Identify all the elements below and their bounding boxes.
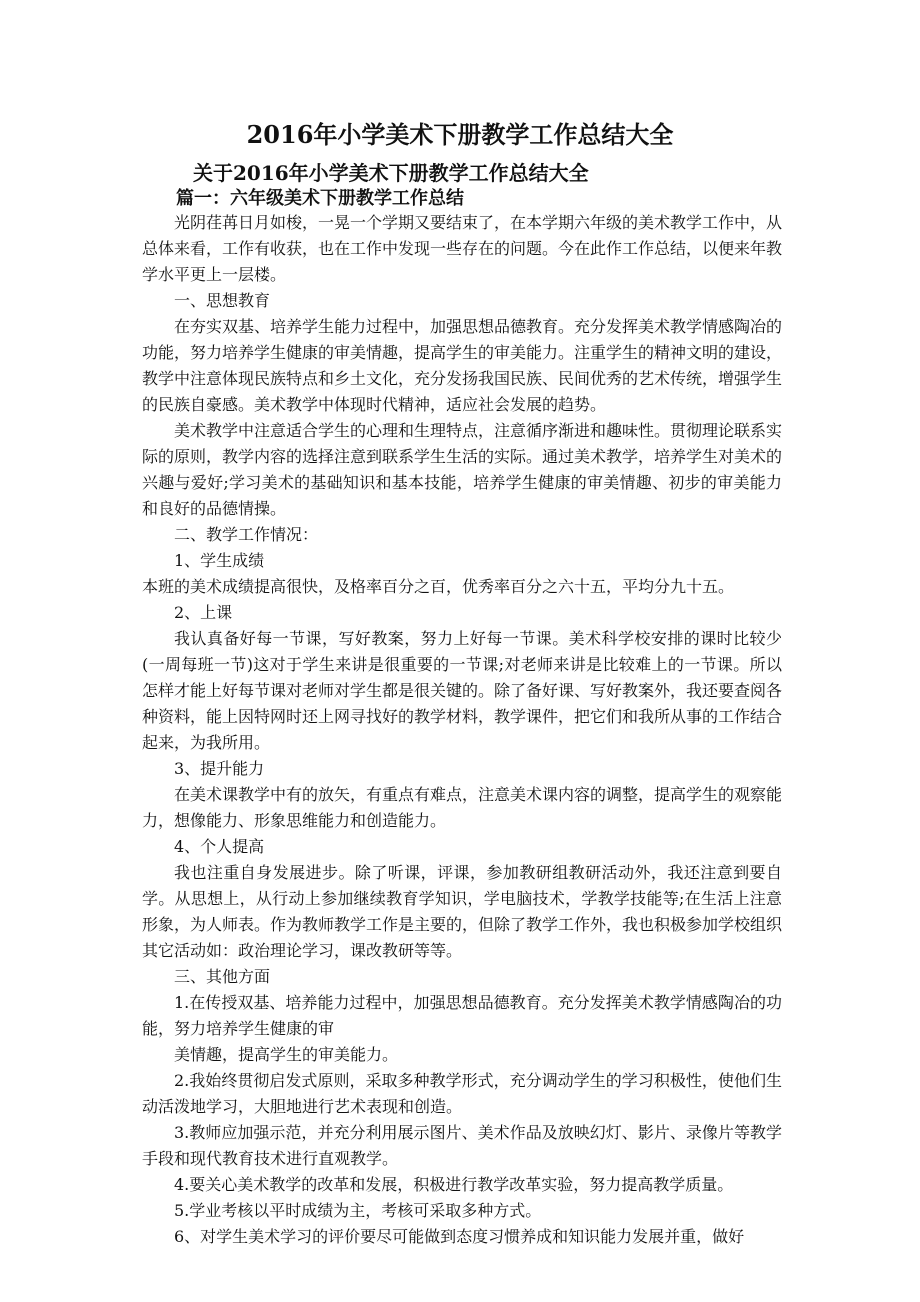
paragraph: 我认真备好每一节课，写好教案，努力上好每一节课。美术科学校安排的课时比较少(一周每班一节)这对于学生来讲是很重要的一节课;对老师来讲是比较难上的一节课。所以怎样才能上好每节课对老师对学生都是很关键的。除了备好课、写好教案外，我还要查阅各种资料，能上因特网时还上网寻找好的教学材料，教学课件，把它们和我所从事的工作结合起来，为我所用。 (142, 629, 783, 752)
subsection-heading-personal: 4、个人提高 (174, 837, 265, 856)
paragraph: 在美术课教学中有的放矢，有重点有难点，注意美术课内容的调整，提高学生的观察能力，想像能力、形象思维能力和创造能力。 (142, 785, 783, 830)
list-item: 5.学业考核以平时成绩为主，考核可采取多种方式。 (174, 1201, 542, 1220)
list-item: 6、对学生美术学习的评价要尽可能做到态度习惯养成和知识能力发展并重，做好 (174, 1227, 745, 1246)
document-subtitle: 关于2016年小学美术下册教学工作总结大全 (193, 161, 589, 185)
list-item-continuation: 美情趣，提高学生的审美能力。 (174, 1045, 399, 1064)
subsection-heading-ability: 3、提升能力 (174, 759, 265, 778)
paragraph: 在夯实双基、培养学生能力过程中，加强思想品德教育。充分发挥美术教学情感陶冶的功能，努力培养学生健康的审美情趣，提高学生的审美能力。注重学生的精神文明的建设，教学中注意体现民族特点和乡土文化，充分发扬我国民族、民间优秀的艺术传统，增强学生的民族自豪感。美术教学中体现时代精神，适应社会发展的趋势。 (142, 317, 783, 414)
list-item: 3.教师应加强示范，并充分利用展示图片、美术作品及放映幻灯、影片、录像片等教学手段和现代教育技术进行直观教学。 (142, 1123, 782, 1168)
document-body (142, 210, 782, 1250)
document-title: 2016年小学美术下册教学工作总结大全 (246, 120, 674, 149)
list-item: 2.我始终贯彻启发式原则，采取多种教学形式，充分调动学生的学习积极性，使他们生动活泼地学习，大胆地进行艺术表现和创造。 (142, 1071, 782, 1116)
section-heading-ideology: 一、思想教育 (174, 291, 271, 310)
subsection-heading-classes: 2、上课 (174, 603, 233, 622)
list-item: 1.在传授双基、培养能力过程中，加强思想品德教育。充分发挥美术教学情感陶冶的功能，努力培养学生健康的审 (142, 993, 782, 1038)
paragraph-intro: 光阴荏苒日月如梭，一晃一个学期又要结束了，在本学期六年级的美术教学工作中，从总体来看，工作有收获，也在工作中发现一些存在的问题。今在此作工作总结，以便来年教学水平更上一层楼。 (142, 213, 783, 284)
section-heading-other: 三、其他方面 (174, 967, 271, 986)
section-heading-teaching: 二、教学工作情况： (174, 525, 319, 544)
chapter-heading: 篇一：六年级美术下册教学工作总结 (176, 188, 464, 209)
subsection-heading-grades: 1、学生成绩 (174, 551, 265, 570)
paragraph-grades: 本班的美术成绩提高很快，及格率百分之百，优秀率百分之六十五，平均分九十五。 (142, 577, 735, 596)
list-item: 4.要关心美术教学的改革和发展，积极进行教学改革实验，努力提高教学质量。 (174, 1175, 734, 1194)
paragraph: 美术教学中注意适合学生的心理和生理特点，注意循序渐进和趣味性。贯彻理论联系实际的原则，教学内容的选择注意到联系学生生活的实际。通过美术教学，培养学生对美术的兴趣与爱好;学习美术的基础知识和基本技能，培养学生健康的审美情趣、初步的审美能力和良好的品德情操。 (142, 421, 783, 518)
paragraph: 我也注重自身发展进步。除了听课，评课，参加教研组教研活动外，我还注意到要自学。从思想上，从行动上参加继续教育学知识，学电脑技术，学教学技能等;在生活上注意形象，为人师表。作为教师教学工作是主要的，但除了教学工作外，我也积极参加学校组织其它活动如：政治理论学习，课改教研等等。 (142, 863, 783, 960)
